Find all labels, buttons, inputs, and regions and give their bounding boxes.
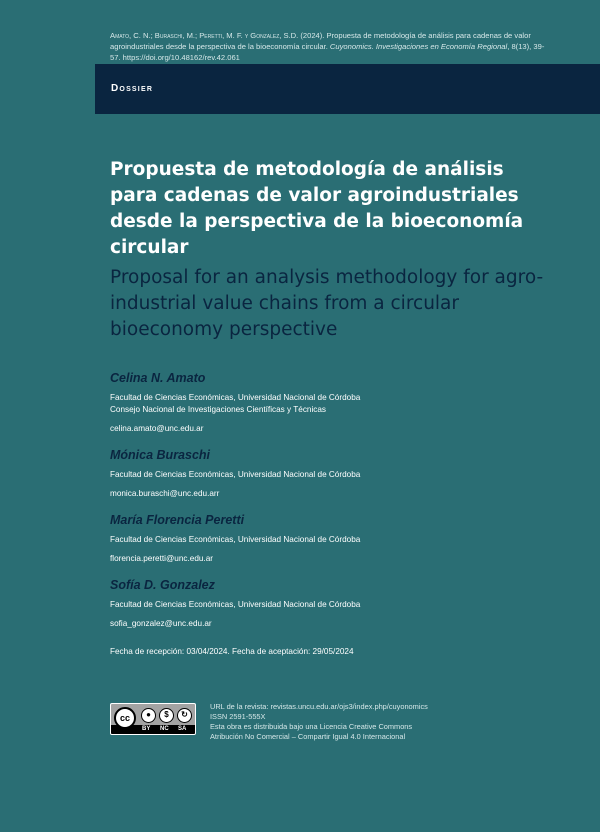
author-block: [110, 577, 550, 630]
section-band: [95, 64, 600, 114]
sharealike-icon: ↻: [177, 708, 192, 723]
license-info: [210, 702, 550, 742]
license-text: Esta obra es distribuida bajo una Licencia Creative Commons: [210, 722, 413, 731]
cc-nc-label: NC: [160, 726, 169, 732]
author-email[interactable]: sofia_gonzalez@unc.edu.ar: [110, 619, 212, 628]
citation-journal: Cuyonomics. Investigaciones en Economía Regional: [329, 42, 508, 51]
attribution-icon: ●: [141, 708, 156, 723]
author-name: Sofía D. Gonzalez: [110, 578, 215, 592]
title-english: Proposal for an analysis methodology for agro-industrial value chains from a circular bioeconomy perspective: [110, 267, 544, 340]
author-email[interactable]: celina.amato@unc.edu.ar: [110, 424, 204, 433]
citation-authors: Amato, C. N.; Buraschi, M.; Peretti, M. F. y Gonzalez, S.D.: [110, 31, 299, 40]
author-affiliation: Facultad de Ciencias Económicas, Universidad Nacional de Córdoba: [110, 393, 361, 402]
submission-dates: Fecha de recepción: 03/04/2024. Fecha de aceptación: 29/05/2024: [110, 647, 354, 656]
title-spanish: Propuesta de metodología de análisis para cadenas de valor agroindustriales desde la perspectiva de la bioeconomía circular: [110, 159, 524, 258]
cc-logo-icon: cc: [114, 707, 136, 729]
author-block: [110, 447, 550, 500]
journal-url[interactable]: URL de la revista: revistas.uncu.edu.ar/ojs3/index.php/cuyonomics: [210, 702, 428, 711]
citation-text: (2024). Propuesta de metodología de análisis para cadenas de valor agroindustriales desde la perspectiva de la bioeconomía circular.: [110, 31, 531, 51]
author-affiliation: Consejo Nacional de Investigaciones Científicas y Técnicas: [110, 405, 327, 414]
license-type: Atribución No Comercial – Compartir Igual 4.0 Internacional: [210, 732, 406, 741]
author-email[interactable]: florencia.peretti@unc.edu.ar: [110, 554, 213, 563]
author-name: María Florencia Peretti: [110, 513, 245, 527]
author-block: [110, 512, 550, 565]
author-email[interactable]: monica.buraschi@unc.edu.arr: [110, 489, 220, 498]
citation-volume: , 8(13), 39-57. https://doi.org/10.48162/rev.42.061: [110, 42, 545, 62]
author-name: Celina N. Amato: [110, 371, 206, 385]
issn: ISSN 2591-555X: [210, 712, 266, 721]
author-affiliation: Facultad de Ciencias Económicas, Universidad Nacional de Córdoba: [110, 600, 361, 609]
author-affiliation: Facultad de Ciencias Económicas, Universidad Nacional de Córdoba: [110, 535, 361, 544]
cc-license-badge[interactable]: [110, 703, 196, 735]
cc-by-label: BY: [142, 726, 151, 732]
section-label: Dossier: [111, 83, 154, 94]
author-list: [110, 370, 550, 642]
author-name: Mónica Buraschi: [110, 448, 211, 462]
author-block: [110, 370, 550, 435]
citation: [110, 30, 550, 63]
author-affiliation: Facultad de Ciencias Económicas, Universidad Nacional de Córdoba: [110, 470, 361, 479]
cc-sa-label: SA: [178, 726, 187, 732]
noncommercial-icon: $: [159, 708, 174, 723]
